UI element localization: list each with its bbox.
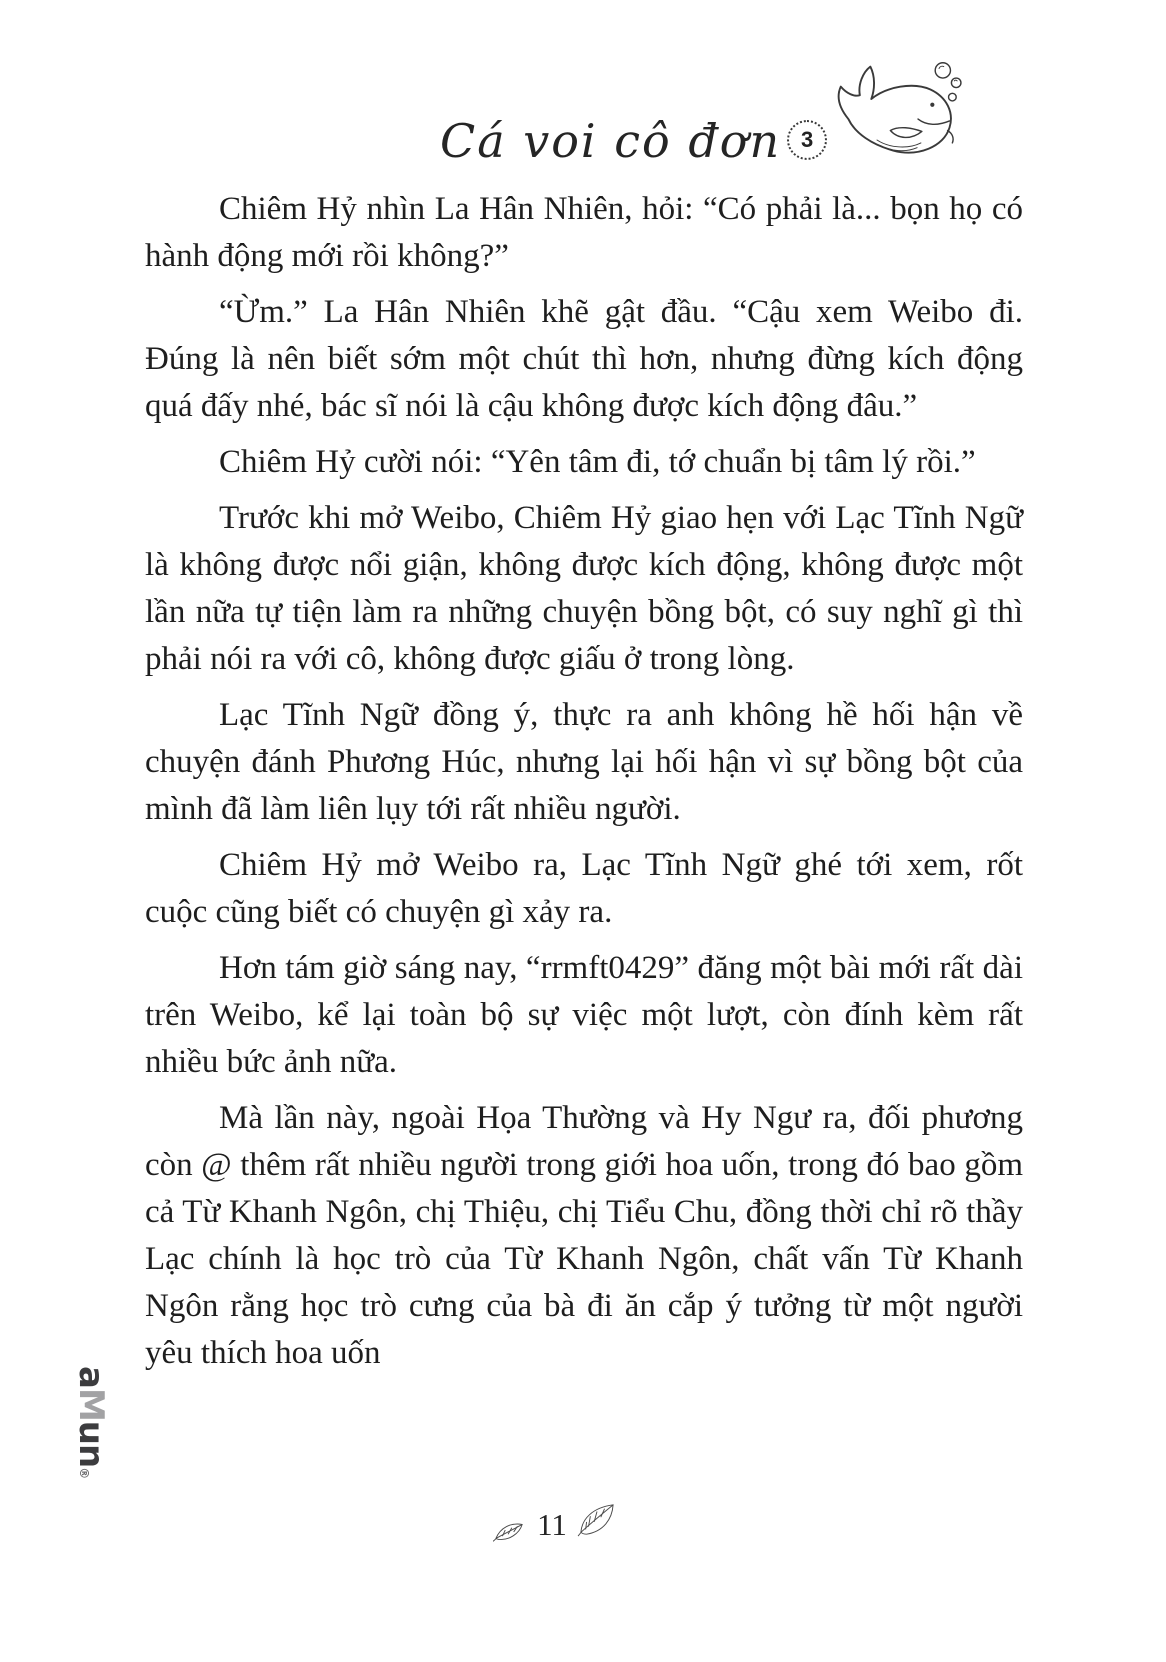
paragraph-7: Hơn tám giờ sáng nay, “rrmft0429” đăng một bài mới rất dài trên Weibo, kể lại toàn bộ sự việc một lượt, còn đính kèm rất nhiều bức ảnh nữa. (145, 950, 1023, 1080)
paragraph-2: “Ừm.” La Hân Nhiên khẽ gật đầu. “Cậu xem Weibo đi. Đúng là nên biết sớm một chút thì hơn, nhưng đừng kích động quá đấy nhé, bác sĩ nói là cậu không được kích động đâu.” (145, 294, 1023, 424)
volume-badge: 3 (787, 120, 827, 160)
paragraph-8: Mà lần này, ngoài Họa Thường và Hy Ngư ra, đối phương còn @ thêm rất nhiều người trong giới hoa uốn, trong đó bao gồm cả Từ Khanh Ngôn, chị Thiệu, chị Tiểu Chu, đồng thời chỉ rõ thầy Lạc chính là học trò của Từ Khanh Ngôn, chất vấn Từ Khanh Ngôn rằng học trò cưng của bà đi ăn cắp ý tưởng từ một người yêu thích hoa uốn (145, 1100, 1023, 1371)
header-group (440, 58, 965, 182)
registered-mark-icon: ® (77, 1467, 91, 1480)
logo-letters-un: un (71, 1420, 111, 1468)
paragraph-1: Chiêm Hỷ nhìn La Hân Nhiên, hỏi: “Có phải là... bọn họ có hành động mới rồi không?” (145, 191, 1023, 274)
leaf-icon-left (493, 1518, 525, 1544)
paragraph-5: Lạc Tĩnh Ngữ đồng ý, thực ra anh không hề hối hận về chuyện đánh Phương Húc, nhưng lại hối hận vì sự bồng bột của mình đã làm liên lụy tới rất nhiều người. (145, 697, 1023, 827)
paragraph-3: Chiêm Hỷ cười nói: “Yên tâm đi, tớ chuẩn bị tâm lý rồi.” (219, 444, 976, 480)
logo-letter-a: a (71, 1366, 111, 1388)
page-number: 11 (537, 1506, 567, 1542)
book-title: Cá voi cô đơn (440, 114, 782, 168)
page-footer (0, 1502, 1138, 1546)
leaf-icon-right (577, 1502, 617, 1538)
paragraph-4: Trước khi mở Weibo, Chiêm Hỷ giao hẹn với Lạc Tĩnh Ngữ là không được nổi giận, không được kích động, không được một lần nữa tự tiện làm ra những chuyện bồng bột, có suy nghĩ gì thì phải nói ra với cô, không được giấu ở trong lòng. (145, 500, 1023, 677)
page-header (0, 58, 1166, 188)
logo-letter-m: M (71, 1387, 111, 1421)
whale-icon (831, 58, 965, 182)
paragraph-6: Chiêm Hỷ mở Weibo ra, Lạc Tĩnh Ngữ ghé tới xem, rốt cuộc cũng biết có chuyện gì xảy ra. (145, 847, 1023, 930)
body-text (145, 186, 1023, 1386)
